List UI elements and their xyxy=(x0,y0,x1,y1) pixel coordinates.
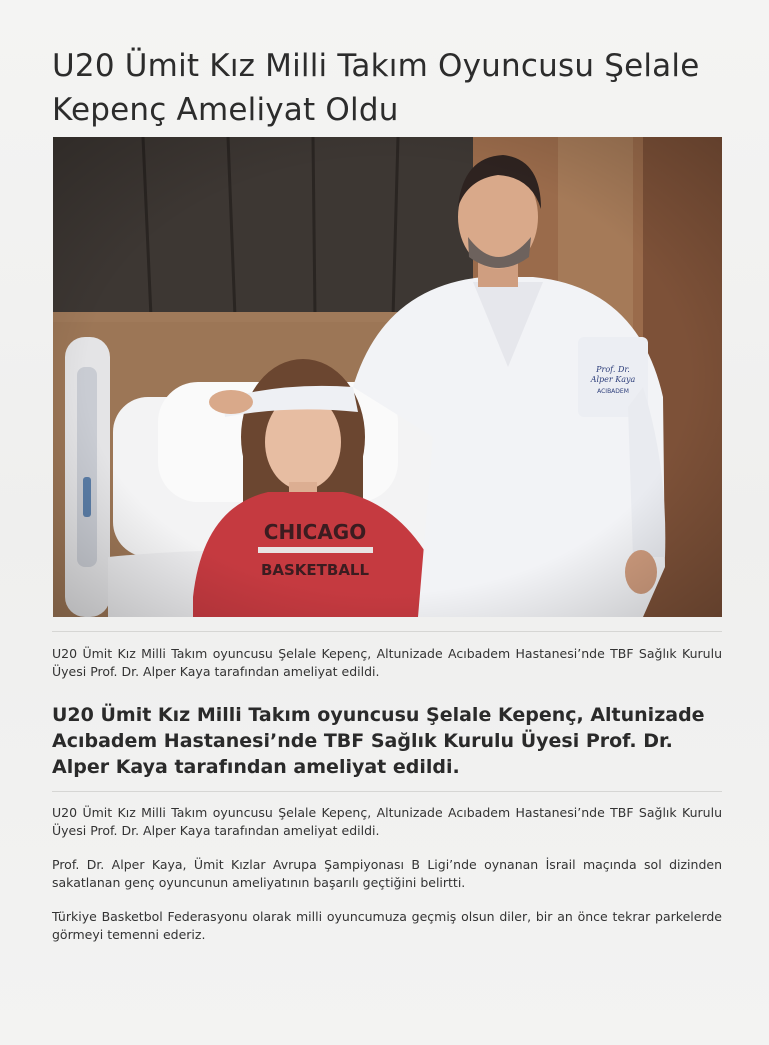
article-photo xyxy=(53,137,722,617)
body-paragraph-3: Türkiye Basketbol Federasyonu olarak milli oyuncumuza geçmiş olsun diler, bir an önce tekrar parkelerde görmeyi temenni ederiz. xyxy=(52,909,722,942)
photo-caption: U20 Ümit Kız Milli Takım oyuncusu Şelale Kepenç, Altunizade Acıbadem Hastanesi’nde TBF Sağlık Kurulu Üyesi Prof. Dr. Alper Kaya tarafından ameliyat edildi. xyxy=(52,646,722,679)
divider-middle xyxy=(52,791,722,792)
article-lead: U20 Ümit Kız Milli Takım oyuncusu Şelale Kepenç, Altunizade Acıbadem Hastanesi’nde TBF Sağlık Kurulu Üyesi Prof. Dr. Alper Kaya tarafından ameliyat edildi. xyxy=(52,704,705,778)
body-paragraph-1: U20 Ümit Kız Milli Takım oyuncusu Şelale Kepenç, Altunizade Acıbadem Hastanesi’nde TBF Sağlık Kurulu Üyesi Prof. Dr. Alper Kaya tarafından ameliyat edildi. xyxy=(52,805,722,838)
article-title: U20 Ümit Kız Milli Takım Oyuncusu Şelale Kepenç Ameliyat Oldu xyxy=(52,48,700,128)
body-paragraph-2: Prof. Dr. Alper Kaya, Ümit Kızlar Avrupa Şampiyonası B Ligi’nde oynanan İsrail maçında sol dizinden sakatlanan genç oyuncunun ameliyatının başarılı geçtiğini belirtti. xyxy=(52,857,722,890)
divider-top xyxy=(52,631,722,632)
photo-illustration xyxy=(53,137,722,617)
